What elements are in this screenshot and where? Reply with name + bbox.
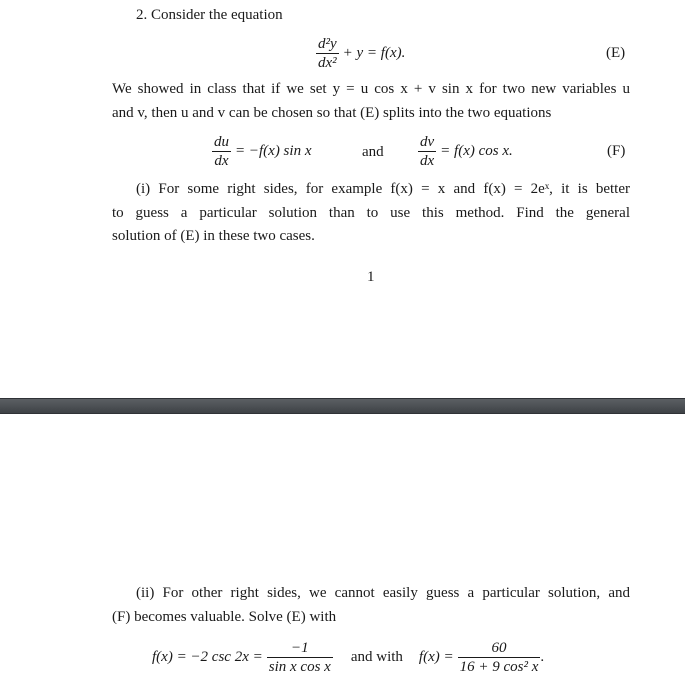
equation-f-label: (F) bbox=[607, 143, 626, 159]
equation-f-left-numerator: du bbox=[214, 134, 229, 150]
equation-e-rest: + y = f(x). bbox=[342, 45, 406, 61]
equation-e bbox=[316, 36, 405, 71]
equation-f-left-rest: = −f(x) sin x bbox=[235, 143, 312, 159]
final-equation-fraction-2 bbox=[458, 640, 541, 675]
equation-e-denominator: dx² bbox=[318, 55, 337, 71]
equation-e-label: (E) bbox=[606, 45, 626, 61]
part-i-line-1: (i) For some right sides, for example f(x) = x and f(x) = 2eˣ, it is better bbox=[136, 181, 630, 197]
part-ii-line-1: (ii) For other right sides, we cannot easily guess a particular solution, and bbox=[136, 585, 630, 601]
equation-e-fraction bbox=[316, 36, 339, 71]
final-fraction-1-numerator: −1 bbox=[267, 640, 333, 658]
intro-line-1: We showed in class that if we set y = u cos x + v sin x for two new variables u bbox=[112, 81, 630, 97]
page-2 bbox=[0, 414, 685, 696]
equation-f-right bbox=[418, 134, 513, 169]
equation-e-numerator: d²y bbox=[318, 36, 337, 52]
part-ii-line-2: (F) becomes valuable. Solve (E) with bbox=[112, 608, 337, 625]
part-i-line-3: solution of (E) in these two cases. bbox=[112, 228, 315, 244]
equation-f-right-denominator: dx bbox=[420, 153, 435, 169]
equation-f-right-fraction bbox=[418, 134, 436, 169]
equation-f-right-numerator: dv bbox=[420, 134, 435, 150]
equation-f-left-fraction bbox=[212, 134, 231, 169]
equation-f-right-rest: = f(x) cos x. bbox=[440, 143, 513, 159]
final-fraction-2-denominator: 16 + 9 cos² x bbox=[459, 659, 539, 675]
final-equation-lhs-2: f(x) = bbox=[418, 649, 454, 665]
intro-paragraph bbox=[112, 78, 630, 125]
final-fraction-1-denominator: sin x cos x bbox=[268, 659, 331, 675]
intro-line-2: and v, then u and v can be chosen so that (E) splits into the two equations bbox=[112, 104, 552, 121]
part-i-paragraph bbox=[112, 178, 630, 249]
page-separator bbox=[0, 398, 685, 414]
final-equation-conjunction: and with bbox=[350, 649, 403, 665]
final-equation-end: . bbox=[540, 649, 545, 665]
final-equation-fraction-1 bbox=[267, 640, 333, 675]
part-ii-paragraph bbox=[112, 582, 630, 629]
part-i-line-2: to guess a particular solution than to use this method. Find the general bbox=[112, 204, 630, 221]
equation-f-conjunction: and bbox=[362, 144, 384, 160]
final-equation-lhs: f(x) = −2 csc 2x = bbox=[152, 649, 263, 665]
equation-f-left-denominator: dx bbox=[214, 153, 229, 169]
problem-header: 2. Consider the equation bbox=[136, 7, 283, 23]
final-fraction-2-numerator: 60 bbox=[458, 640, 541, 658]
page-number: 1 bbox=[367, 269, 375, 285]
final-equation bbox=[152, 640, 544, 675]
equation-f-left bbox=[212, 134, 311, 169]
